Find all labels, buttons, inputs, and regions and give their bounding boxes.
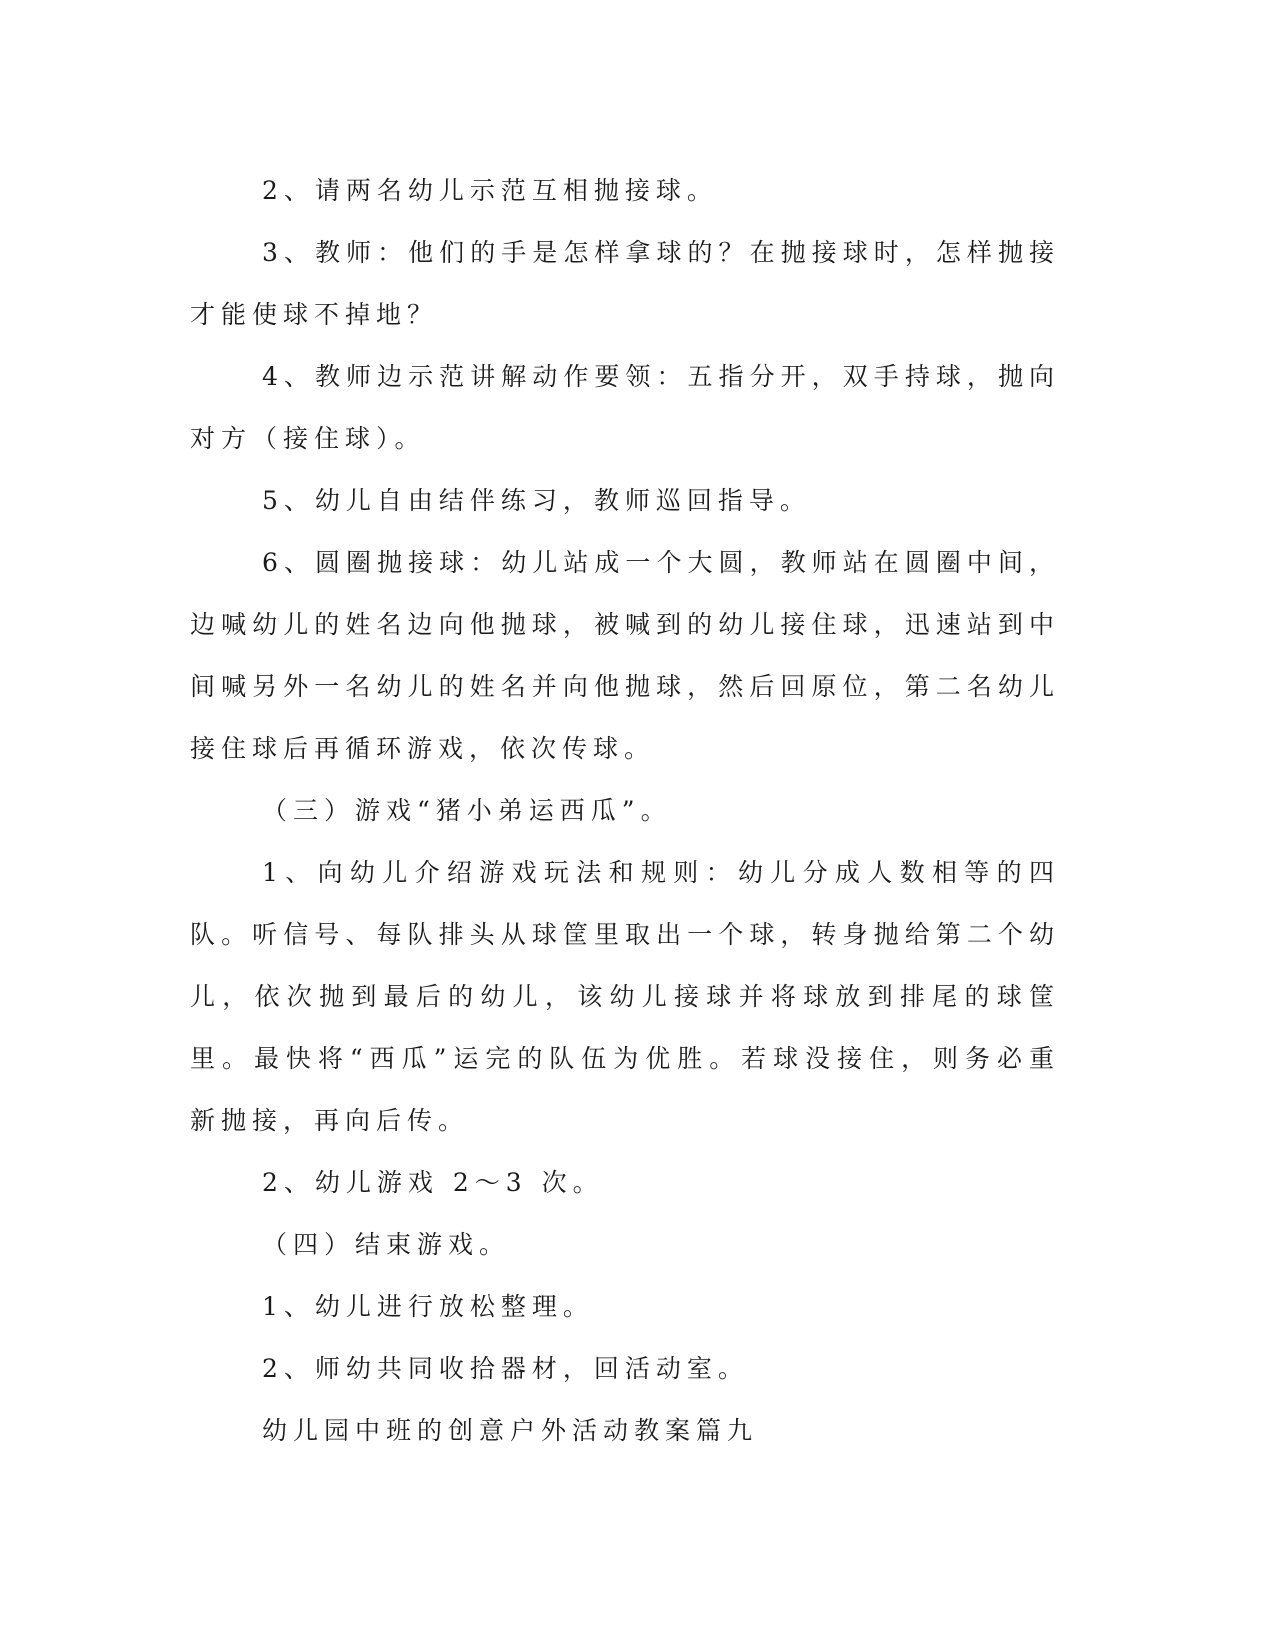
paragraph-game-rules: 1、向幼儿介绍游戏玩法和规则：幼儿分成人数相等的四队。听信号、每队排头从球筐里取出一个球，转身抛给第二个幼儿，依次抛到最后的幼儿，该幼儿接球并将球放到排尾的球筐里。最快将“西瓜”运完的队伍为优胜。若球没接住，则务必重新抛接，再向后传。 xyxy=(190,858,1060,1135)
paragraph-step-6: 6、圆圈抛接球：幼儿站成一个大圆，教师站在圆圈中间，边喊幼儿的姓名边向他抛球，被喊到的幼儿接住球，迅速站到中间喊另外一名幼儿的姓名并向他抛球，然后回原位，第二名幼儿接住球后再循环游戏，依次传球。 xyxy=(190,548,1060,763)
document-page xyxy=(190,160,1060,1462)
paragraph-step-3: 3、教师：他们的手是怎样拿球的？在抛接球时，怎样抛接才能使球不掉地？ xyxy=(190,238,1060,329)
paragraph-step-4: 4、教师边示范讲解动作要领：五指分开，双手持球，抛向对方（接住球）。 xyxy=(190,362,1060,453)
next-lesson-title: 幼儿园中班的创意户外活动教案篇九 xyxy=(262,1416,759,1445)
section-heading-three: （三）游戏“猪小弟运西瓜”。 xyxy=(262,796,672,825)
paragraph-cleanup: 2、师幼共同收拾器材，回活动室。 xyxy=(262,1354,749,1383)
paragraph-step-5: 5、幼儿自由结伴练习，教师巡回指导。 xyxy=(262,486,811,515)
paragraph-step-2: 2、请两名幼儿示范互相抛接球。 xyxy=(262,176,718,205)
section-heading-four: （四）结束游戏。 xyxy=(262,1230,511,1259)
paragraph-game-times: 2、幼儿游戏 2～3 次。 xyxy=(262,1168,604,1197)
paragraph-relax: 1、幼儿进行放松整理。 xyxy=(262,1292,594,1321)
